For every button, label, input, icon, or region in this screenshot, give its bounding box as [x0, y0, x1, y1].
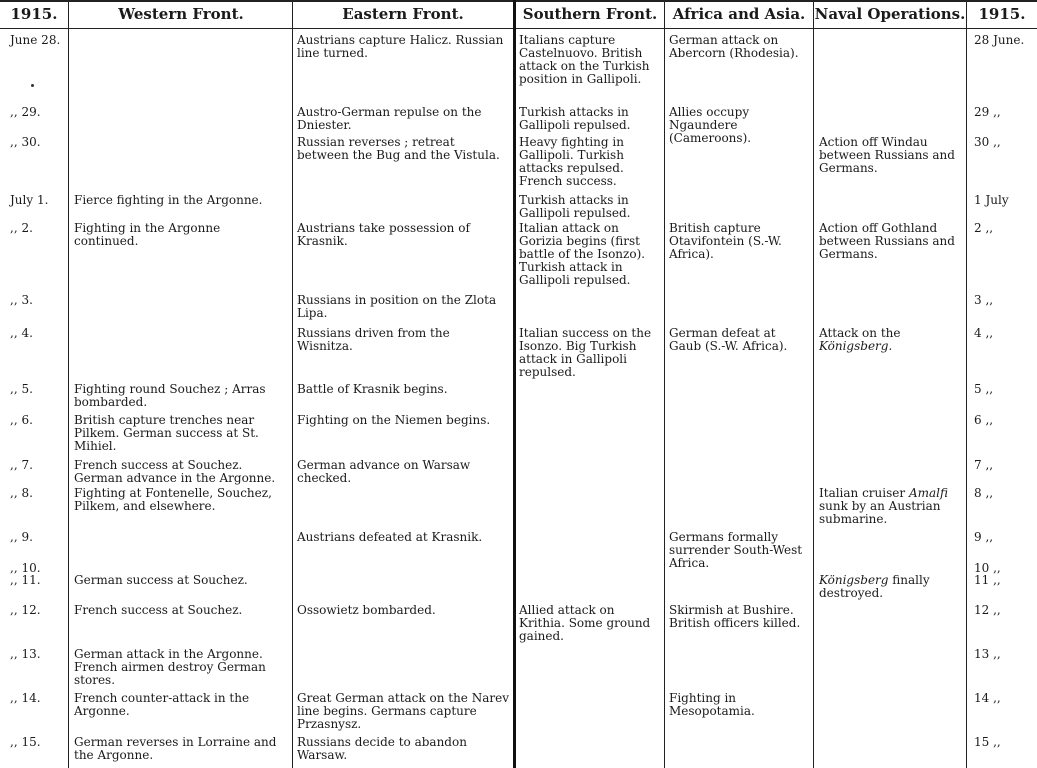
column-divider: [292, 0, 293, 768]
column-divider: [664, 0, 665, 768]
column-divider: [966, 0, 967, 768]
western-front-entry: Fighting round Souchez ; Arras bombarded.: [74, 382, 266, 409]
header-naval-operations: Naval Operations.: [814, 5, 966, 23]
africa-front-entry: Skirmish at Bushire. British officers killed.: [669, 603, 801, 630]
row-date-left: ,, 29.: [10, 105, 41, 119]
row-date-right: 6 ,,: [974, 413, 994, 427]
row-date-right: 3 ,,: [974, 293, 994, 307]
row-date-right: 14 ,,: [974, 691, 1001, 705]
row-date-right: 2 ,,: [974, 221, 994, 235]
header-western-front: Western Front.: [118, 5, 244, 23]
naval-operations-entry: [819, 327, 961, 353]
eastern-front-entry: Russians driven from the Wisnitza.: [297, 326, 450, 353]
eastern-front-entry: Great German attack on the Narev line begins. Germans capture Przasnysz.: [297, 691, 509, 731]
row-date-right: 29 ,,: [974, 105, 1001, 119]
africa-front-entry: Allies occupy Ngaundere (Cameroons).: [669, 105, 752, 145]
naval-text: Attack on the: [819, 326, 901, 340]
row-date-right: 28 June.: [974, 33, 1025, 47]
header-eastern-front: Eastern Front.: [342, 5, 464, 23]
row-date-right: 13 ,,: [974, 647, 1001, 661]
western-front-entry: German attack in the Argonne. French airmen destroy German stores.: [74, 647, 266, 687]
column-divider: [813, 0, 814, 768]
top-rule: [0, 0, 1037, 2]
naval-operations-entry: [819, 222, 961, 261]
row-date-left: ,, 4.: [10, 326, 33, 340]
western-front-entry: German success at Souchez.: [74, 573, 248, 587]
naval-text: finally destroyed.: [819, 573, 930, 600]
southern-front-entry: Italian success on the Isonzo. Big Turkish attack in Gallipoli repulsed.: [519, 326, 652, 379]
southern-front-entry: Turkish attacks in Gallipoli repulsed.: [519, 193, 631, 220]
western-front-entry: Fighting in the Argonne continued.: [74, 221, 221, 248]
naval-operations-entry: [819, 487, 961, 526]
row-date-left: ,, 12.: [10, 603, 41, 617]
row-date-left: ,, 15.: [10, 735, 41, 749]
naval-operations-entry: [819, 136, 961, 175]
header-year-right: 1915.: [978, 5, 1026, 23]
southern-front-entry: Heavy fighting in Gallipoli. Turkish attacks repulsed. French success.: [519, 135, 624, 188]
eastern-front-entry: Battle of Krasnik begins.: [297, 382, 448, 396]
ink-speck: [31, 84, 34, 87]
row-date-left: ,, 5.: [10, 382, 33, 396]
southern-front-entry: Turkish attacks in Gallipoli repulsed.: [519, 105, 631, 132]
row-date-right: 1 July: [974, 193, 1009, 207]
naval-text: Action off Windau between Russians and Germans.: [819, 135, 955, 175]
ship-name: Königsberg: [819, 573, 889, 587]
ship-name: Königsberg.: [819, 339, 893, 353]
naval-operations-entry: [819, 574, 961, 600]
western-front-entry: German reverses in Lorraine and the Argonne.: [74, 735, 277, 762]
naval-text: Action off Gothland between Russians and Germans.: [819, 221, 955, 261]
row-date-left: ,, 14.: [10, 691, 41, 705]
column-divider: [68, 0, 69, 768]
header-rule: [0, 28, 1037, 29]
africa-front-entry: Germans formally surrender South-West Africa.: [669, 530, 803, 570]
row-date-right: 11 ,,: [974, 573, 1001, 587]
eastern-front-entry: Russians in position on the Zlota Lipa.: [297, 293, 497, 320]
row-date-right: 30 ,,: [974, 135, 1001, 149]
row-date-left: ,, 9.: [10, 530, 33, 544]
eastern-front-entry: Russians decide to abandon Warsaw.: [297, 735, 467, 762]
southern-front-entry: Italian attack on Gorizia begins (first battle of the Isonzo). Turkish attack in Gallipoli repulsed.: [519, 221, 646, 287]
eastern-front-entry: German advance on Warsaw checked.: [297, 458, 471, 485]
row-date-left: ,, 10.: [10, 561, 41, 575]
western-front-entry: British capture trenches near Pilkem. German success at St. Mihiel.: [74, 413, 259, 453]
western-front-entry: French success at Souchez. German advance in the Argonne.: [74, 458, 276, 485]
africa-front-entry: German defeat at Gaub (S.-W. Africa).: [669, 326, 788, 353]
southern-front-entry: Italians capture Castelnuovo. British attack on the Turkish position in Gallipoli.: [519, 33, 650, 86]
row-date-right: 4 ,,: [974, 326, 994, 340]
row-date-left: ,, 11.: [10, 573, 41, 587]
row-date-left: ,, 3.: [10, 293, 33, 307]
eastern-front-entry: Austrians capture Halicz. Russian line turned.: [297, 33, 504, 60]
row-date-left: ,, 2.: [10, 221, 33, 235]
row-date-right: 8 ,,: [974, 486, 994, 500]
africa-front-entry: Fighting in Mesopotamia.: [669, 691, 755, 718]
row-date-right: 12 ,,: [974, 603, 1001, 617]
row-date-left: June 28.: [10, 33, 61, 47]
header-southern-front: Southern Front.: [522, 5, 658, 23]
western-front-entry: Fighting at Fontenelle, Souchez, Pilkem, and elsewhere.: [74, 486, 272, 513]
row-date-left: ,, 7.: [10, 458, 33, 472]
header-year-left: 1915.: [10, 5, 58, 23]
eastern-front-entry: Austrians defeated at Krasnik.: [297, 530, 483, 544]
western-front-entry: Fierce fighting in the Argonne.: [74, 193, 263, 207]
eastern-front-entry: Russian reverses ; retreat between the Bug and the Vistula.: [297, 135, 500, 162]
western-front-entry: French success at Souchez.: [74, 603, 243, 617]
row-date-right: 9 ,,: [974, 530, 994, 544]
row-date-left: ,, 6.: [10, 413, 33, 427]
eastern-front-entry: Austrians take possession of Krasnik.: [297, 221, 470, 248]
naval-text: Italian cruiser: [819, 486, 909, 500]
page-gutter-divider: [513, 0, 516, 768]
eastern-front-entry: Ossowietz bombarded.: [297, 603, 436, 617]
africa-front-entry: British capture Otavifontein (S.-W. Africa).: [669, 221, 782, 261]
header-africa-asia: Africa and Asia.: [672, 5, 806, 23]
row-date-left: ,, 8.: [10, 486, 33, 500]
eastern-front-entry: Fighting on the Niemen begins.: [297, 413, 491, 427]
row-date-left: July 1.: [10, 193, 49, 207]
row-date-right: 15 ,,: [974, 735, 1001, 749]
southern-front-entry: Allied attack on Krithia. Some ground gained.: [519, 603, 651, 643]
ship-name: Amalfi: [908, 486, 948, 500]
row-date-right: 10 ,,: [974, 561, 1001, 575]
row-date-right: 5 ,,: [974, 382, 994, 396]
africa-front-entry: German attack on Abercorn (Rhodesia).: [669, 33, 799, 60]
row-date-left: ,, 13.: [10, 647, 41, 661]
row-date-right: 7 ,,: [974, 458, 994, 472]
row-date-left: ,, 30.: [10, 135, 41, 149]
western-front-entry: French counter-attack in the Argonne.: [74, 691, 250, 718]
naval-text: sunk by an Austrian submarine.: [819, 499, 941, 526]
eastern-front-entry: Austro-German repulse on the Dniester.: [297, 105, 482, 132]
